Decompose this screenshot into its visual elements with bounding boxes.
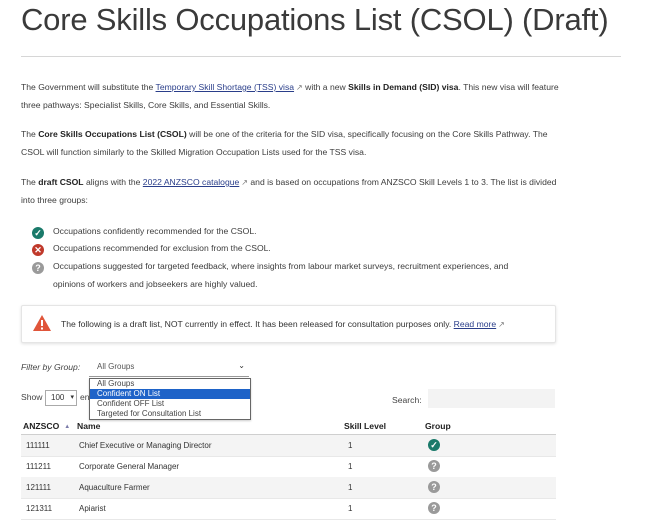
cell-name: Chief Executive or Managing Director <box>79 441 212 450</box>
question-circle-icon: ? <box>428 502 440 514</box>
check-circle-icon: ✓ <box>428 439 440 451</box>
alert-message <box>61 319 505 329</box>
cell-name: Apiarist <box>79 504 106 513</box>
column-header-skill-level[interactable]: Skill Level <box>344 421 387 431</box>
table-row[interactable] <box>21 477 556 499</box>
legend-text: Occupations suggested for targeted feedback, where insights from labour market surveys, recruitment experiences, and opinions of workers and jobseekers are highly valued. <box>53 261 509 289</box>
cell-anzsco: 121311 <box>26 504 53 513</box>
legend-item-exclusion <box>32 242 271 258</box>
column-header-group[interactable]: Group <box>425 421 451 431</box>
page-title: Core Skills Occupations List (CSOL) (Draft) <box>21 2 609 37</box>
chevron-down-icon: ▾ <box>70 394 74 401</box>
dropdown-option-confident-off[interactable]: Confident OFF List <box>97 399 165 408</box>
cell-anzsco: 111111 <box>26 441 50 450</box>
cell-skill-level: 1 <box>348 441 353 450</box>
tss-visa-link[interactable]: Temporary Skill Shortage (TSS) visa <box>155 82 295 92</box>
group-filter-select[interactable] <box>89 357 249 377</box>
sort-asc-icon: ▲ <box>64 424 71 430</box>
p3-text-b: aligns with the <box>83 177 143 187</box>
cell-name: Corporate General Manager <box>79 462 180 471</box>
table-row[interactable] <box>21 456 556 478</box>
check-circle-icon: ✓ <box>32 227 44 239</box>
intro-paragraph-1 <box>21 79 561 114</box>
group-filter-dropdown[interactable] <box>89 378 251 420</box>
dropdown-option-confident-on[interactable]: Confident ON List <box>90 389 250 399</box>
external-link-icon: ↗ <box>296 83 303 92</box>
legend-text: Occupations recommended for exclusion from the CSOL. <box>53 243 271 253</box>
p1-text-a: The Government will substitute the <box>21 82 156 92</box>
table-header <box>21 418 556 435</box>
chevron-down-icon: ⌄ <box>238 361 245 370</box>
draft-alert <box>21 305 556 343</box>
legend-item-confident <box>32 225 257 241</box>
legend-item-targeted <box>32 260 542 293</box>
question-circle-icon: ? <box>428 481 440 493</box>
external-link-icon: ↗ <box>241 178 248 187</box>
intro-paragraph-3 <box>21 174 561 209</box>
intro-paragraph-2 <box>21 126 561 161</box>
table-row[interactable] <box>21 435 556 457</box>
p3-bold: draft CSOL <box>38 177 84 187</box>
p1-text-c: . This new visa will feature three pathways: Specialist Skills, Core Skills, and Essential Skills. <box>21 82 559 110</box>
column-header-anzsco[interactable] <box>23 421 71 431</box>
title-divider <box>21 56 621 57</box>
question-circle-icon: ? <box>428 460 440 472</box>
dropdown-option-all-groups[interactable]: All Groups <box>97 379 135 388</box>
anzsco-catalogue-link[interactable]: 2022 ANZSCO catalogue <box>142 177 240 187</box>
table-row[interactable] <box>21 498 556 520</box>
cell-skill-level: 1 <box>348 504 353 513</box>
show-label: Show <box>21 392 43 402</box>
header-label: ANZSCO <box>23 421 60 431</box>
page-length-select[interactable] <box>45 390 77 406</box>
cell-anzsco: 121111 <box>26 483 51 492</box>
p1-bold: Skills in Demand (SID) visa <box>348 82 459 92</box>
cell-skill-level: 1 <box>348 462 353 471</box>
filter-label: Filter by Group: <box>21 362 81 372</box>
p1-text-b: with a new <box>302 82 349 92</box>
cell-skill-level: 1 <box>348 483 353 492</box>
read-more-link[interactable]: Read more <box>453 319 497 329</box>
group-filter-value: All Groups <box>97 362 135 371</box>
p2-bold: Core Skills Occupations List (CSOL) <box>38 129 187 139</box>
alert-text: The following is a draft list, NOT currently in effect. It has been released for consultation purposes only. <box>61 319 454 329</box>
page-length-value: 100 <box>51 393 65 402</box>
cell-name: Aquaculture Farmer <box>79 483 150 492</box>
p3-text-a: The <box>21 177 39 187</box>
search-input[interactable] <box>428 389 555 408</box>
legend-text: Occupations confidently recommended for the CSOL. <box>53 226 257 236</box>
warning-icon <box>32 314 52 332</box>
p3-text-c: and is based on occupations from ANZSCO Skill Levels 1 to 3. The list is divided into three groups: <box>21 177 557 205</box>
external-link-icon: ↗ <box>498 320 505 329</box>
question-circle-icon: ? <box>32 262 44 274</box>
p2-text-a: The <box>21 129 39 139</box>
x-circle-icon: ✕ <box>32 244 44 256</box>
column-header-name[interactable]: Name <box>77 421 101 431</box>
cell-anzsco: 111211 <box>26 462 51 471</box>
search-label: Search: <box>392 395 422 405</box>
dropdown-option-targeted[interactable]: Targeted for Consultation List <box>97 409 202 418</box>
p2-text-b: will be one of the criteria for the SID visa, specifically focusing on the Core Skills Pathway. The CSOL will function similarly to the Skilled Migration Occupation Lists used for the TSS visa. <box>21 129 548 157</box>
entries-label: en <box>80 392 90 402</box>
